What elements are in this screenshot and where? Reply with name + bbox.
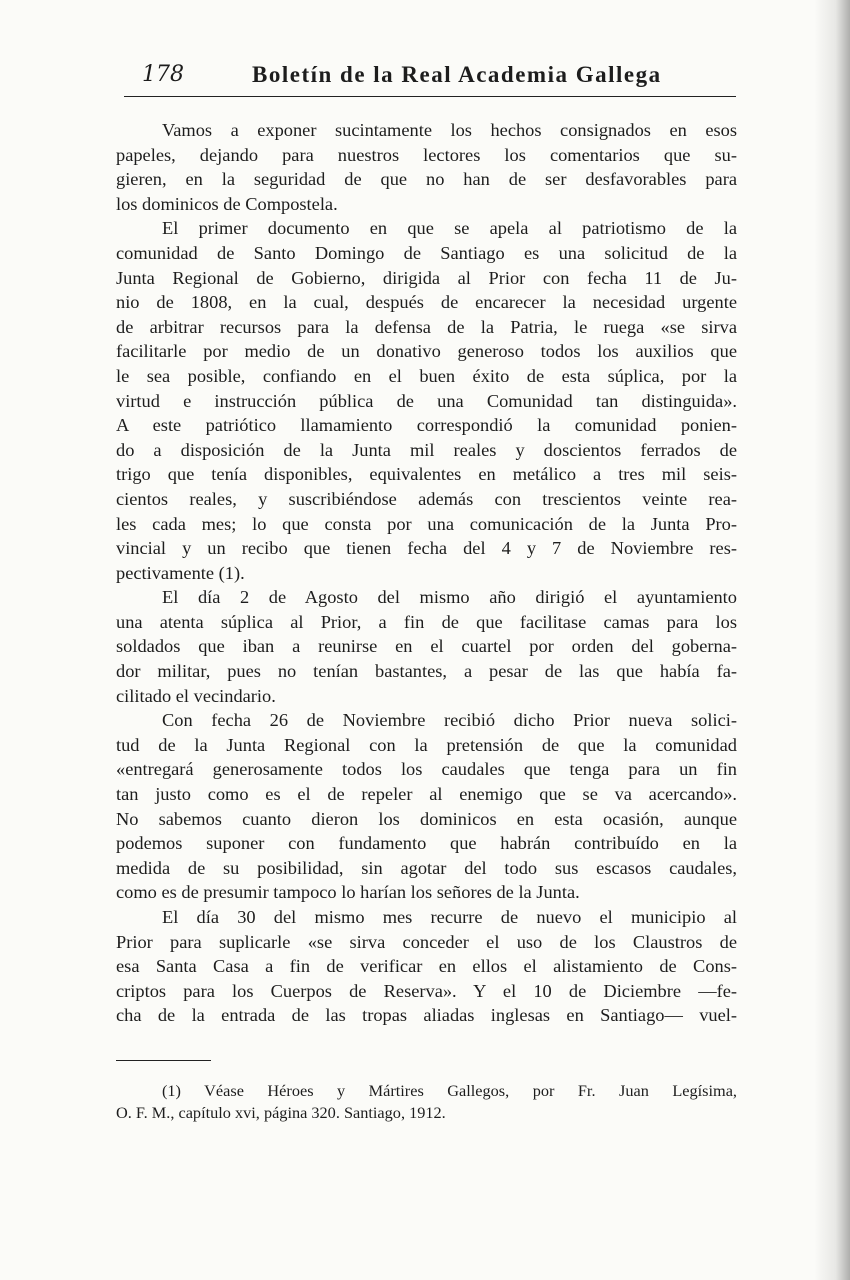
text-line: esa Santa Casa a fin de verificar en ellos el alistamiento de Cons- [116, 956, 737, 977]
text-line: soldados que iban a reunirse en el cuartel por orden del goberna- [116, 636, 737, 657]
text-line: Junta Regional de Gobierno, dirigida al Prior con fecha 11 de Ju- [116, 267, 737, 288]
text-line: tud de la Junta Regional con la pretensión de que la comunidad [116, 734, 737, 755]
text-line: cientos reales, y suscribiéndose además con trescientos veinte rea- [116, 488, 737, 509]
text-line: Vamos a exponer sucintamente los hechos consignados en esos [162, 120, 737, 140]
text-line: medida de su posibilidad, sin agotar del todo sus escasos caudales, [116, 857, 737, 878]
text-line: le sea posible, confiando en el buen éxito de esta súplica, por la [116, 365, 737, 386]
text-line: les cada mes; lo que consta por una comunicación de la Junta Pro- [116, 513, 737, 534]
text-line: dor militar, pues no tenían bastantes, a pesar de las que había fa- [116, 661, 737, 682]
text-line: cha de la entrada de las tropas aliadas inglesas en Santiago— vuel- [116, 1005, 737, 1026]
text-line: vincial y un recibo que tienen fecha del 4 y 7 de Noviembre res- [116, 538, 737, 559]
text-line: nio de 1808, en la cual, después de encarecer la necesidad urgente [116, 292, 737, 313]
text-line: No sabemos cuanto dieron los dominicos en esta ocasión, aunque [116, 808, 737, 829]
text-line: El día 2 de Agosto del mismo año dirigió el ayuntamiento [162, 587, 737, 608]
text-line: El día 30 del mismo mes recurre de nuevo el municipio al [162, 907, 737, 927]
text-line: virtud e instrucción pública de una Comunidad tan distinguida». [116, 390, 737, 411]
footnote-divider [116, 1060, 211, 1061]
text-line: «entregará generosamente todos los caudales que tenga para un fin [116, 759, 737, 780]
body-text [116, 118, 737, 1028]
text-line: como es de presumir tampoco lo harían los señores de la Junta. [116, 882, 580, 903]
text-line: de arbitrar recursos para la defensa de la Patria, le ruega «se sirva [116, 316, 737, 337]
footnote-line: O. F. M., capítulo xvi, página 320. Santiago, 1912. [116, 1103, 446, 1122]
text-line: los dominicos de Compostela. [116, 193, 338, 214]
text-line: podemos suponer con fundamento que habrán contribuído en la [116, 833, 737, 854]
text-line: criptos para los Cuerpos de Reserva». Y el 10 de Diciembre —fe- [116, 980, 737, 1001]
text-line: El primer documento en que se apela al patriotismo de la [162, 218, 737, 239]
footnote-line: (1) Véase Héroes y Mártires Gallegos, por Fr. Juan Legísima, [162, 1081, 737, 1100]
text-line: tan justo como es el de repeler al enemigo que se va acercando». [116, 784, 737, 805]
text-line: facilitarle por medio de un donativo generoso todos los auxilios que [116, 341, 737, 362]
text-line: cilitado el vecindario. [116, 685, 276, 706]
page-edge-shadow [814, 0, 850, 1280]
running-title: Boletín de la Real Academia Gallega [252, 62, 662, 87]
footnote [116, 1080, 737, 1124]
text-line: trigo que tenía disponibles, equivalentes en metálico a tres mil seis- [116, 464, 737, 485]
text-line: papeles, dejando para nuestros lectores los comentarios que su- [116, 144, 737, 165]
page-number: 178 [142, 62, 184, 87]
page-header [124, 60, 736, 97]
text-line: una atenta súplica al Prior, a fin de que facilitase camas para los [116, 611, 737, 632]
text-line: gieren, en la seguridad de que no han de ser desfavorables para [116, 169, 737, 190]
text-line: A este patriótico llamamiento correspondió la comunidad ponien- [116, 415, 737, 436]
text-line: do a disposición de la Junta mil reales y doscientos ferrados de [116, 439, 737, 460]
text-line: comunidad de Santo Domingo de Santiago es una solicitud de la [116, 242, 737, 263]
text-line: Con fecha 26 de Noviembre recibió dicho Prior nueva solici- [162, 710, 737, 731]
text-line: Prior para suplicarle «se sirva conceder el uso de los Claustros de [116, 931, 737, 952]
text-line: pectivamente (1). [116, 562, 245, 583]
